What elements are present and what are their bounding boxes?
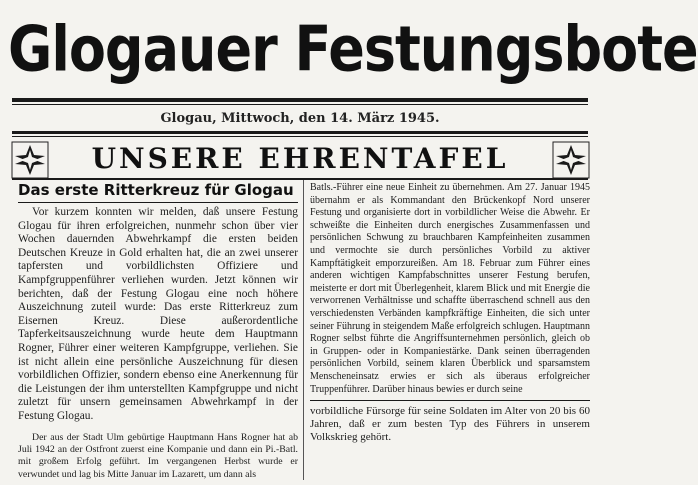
article-column-left: [18, 206, 298, 482]
headline-rule: [18, 202, 298, 203]
column-divider: [303, 180, 304, 480]
article-paragraph: Der aus der Stadt Ulm gebürtige Hauptmann Hans Rogner hat ab Juli 1942 an der Ostfront zuerst eine Kompanie und dann ein Pi.-Batl. mit großem Erfolg geführt. Im vergangenen Herbst wurde er verwundet und lag bis Mitte Januar im Lazarett, um dann als: [18, 431, 298, 480]
masthead-rule-thin: [12, 104, 588, 105]
iron-cross-icon: [553, 142, 589, 178]
dateline-rule: [12, 131, 588, 134]
masthead-title: Glogauer Festungsbote: [8, 13, 698, 86]
dateline: Glogau, Mittwoch, den 14. März 1945.: [160, 111, 440, 126]
dateline-rule-thin: [12, 136, 588, 137]
banner-title: UNSERE EHRENTAFEL: [91, 142, 509, 175]
paragraph-rule: [310, 400, 590, 401]
article-paragraph: Batls.-Führer eine neue Einheit zu übernehmen. Am 27. Januar 1945 übernahm er als Kommandant den Brückenkopf Nord unserer Festung und organisierte dort in vorbildlicher Weise die Abwehr. Er schweißte die Einheiten durch energisches Zusammenfassen und persönlichen Schwung zu brauchbaren Kampfeinheiten zusammen und vermochte sie durch persönliches Vorbild zu aktiver Kampftätigkeit emporzureißen. Am 18. Februar zum Führer eines anderen wichtigen Kampfabschnittes unserer Festung berufen, meisterte er dort mit Überlegenheit, klarem Blick und mit Energie die verworrenen Verhältnisse und schaffte überraschend schnell aus den verschiedensten Verbänden kampfkräftige Einheiten, die sich unter seiner Führung in steigendem Maße erfolgreich schlugen. Hauptmann Rogner selbst führte die Angriffsunternehmen persönlich, gleich ob in Gruppen- oder in Kompaniestärke. Dank seinen überragenden persönlichen Vorbild, seinem klaren Überblick und sparsamstem Menscheneinsatz erwies er sich als überaus erfolgreicher Truppenführer. Darüber hinaus bewies er durch seine: [310, 182, 590, 395]
article-headline: Das erste Ritterkreuz für Glogau: [18, 181, 294, 199]
article-column-right: [310, 182, 590, 482]
masthead-rule-top: [12, 98, 588, 102]
article-paragraph: Vor kurzem konnten wir melden, daß unsere Festung Glogau für ihren erfolgreichen, nunmehr schon über vier Wochen dauernden Abwehrkampf die ersten beiden Deutschen Kreuze in Gold erhalten hat, die an zwei unserer tapfersten und vorbildlichsten Offiziere und Kampfgruppenführer verliehen wurden. Jetzt können wir berichten, daß der Festung Glogau eine noch höhere Auszeichnung zuteil wurde: Das erste Ritterkreuz zum Eisernen Kreuz. Diese außerordentliche Tapferkeitsauszeichnung wurde heute dem Hauptmann Rogner, Führer einer weiteren Kampfgruppe, verliehen. Sie ist nicht allein eine persönliche Auszeichnung für diesen vorbildlichen Offizier, sondern ebenso eine Anerkennung für die Leistungen der ihm unterstellten Kampfgruppe und nicht zuletzt für unsern gemeinsamen Abwehrkampf in der Festung Glogau.: [18, 206, 298, 422]
iron-cross-icon: [12, 142, 48, 178]
article-paragraph: vorbildliche Fürsorge für seine Soldaten im Alter von 20 bis 60 Jahren, daß er zum besten Typ des Führers in unserem Volkskrieg gehört.: [310, 405, 590, 443]
